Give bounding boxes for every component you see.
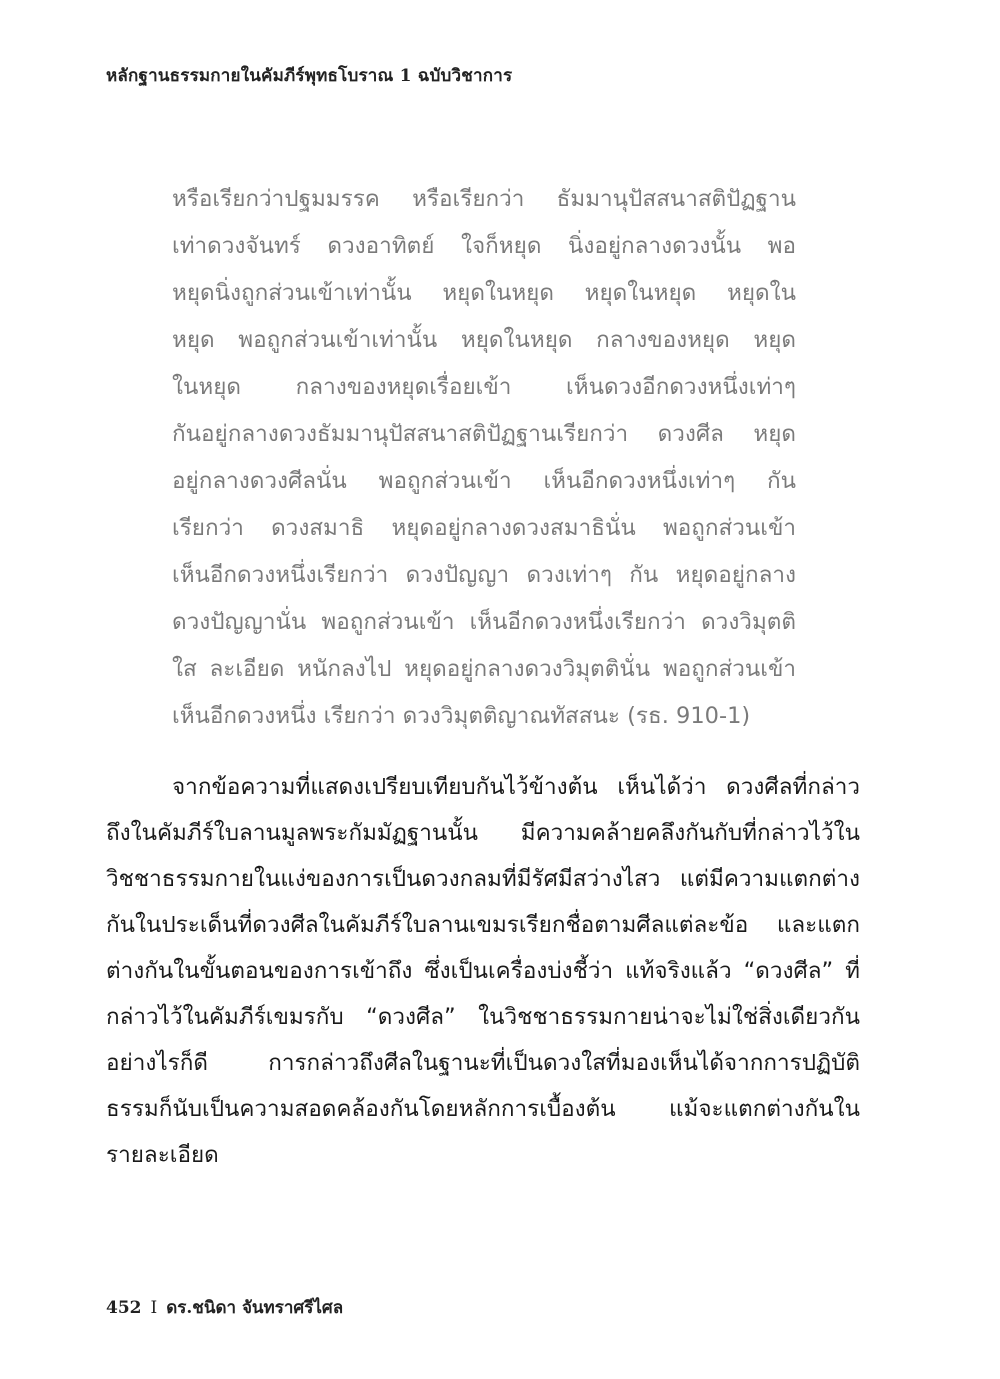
paragraph-line: อย่างไรก็ดี การกล่าวถึงศีลในฐานะที่เป็นดวงใสที่มองเห็นได้จากการปฏิบัติ bbox=[106, 1050, 860, 1076]
footer-separator: I bbox=[150, 1298, 158, 1318]
quote-line: ดวงปัญญานั่น พอถูกส่วนเข้า เห็นอีกดวงหนึ่งเรียกว่า ดวงวิมุตติ bbox=[172, 609, 796, 635]
running-header: หลักฐานธรรมกายในคัมภีร์พุทธโบราณ 1 ฉบับวิชาการ bbox=[106, 66, 513, 86]
quote-line: ใส ละเอียด หนักลงไป หยุดอยู่กลางดวงวิมุตตินั่น พอถูกส่วนเข้า bbox=[172, 656, 796, 682]
quote-line: อยู่กลางดวงศีลนั่น พอถูกส่วนเข้า เห็นอีกดวงหนึ่งเท่าๆ กัน bbox=[172, 468, 796, 494]
paragraph-line: วิชชาธรรมกายในแง่ของการเป็นดวงกลมที่มีรัศมีสว่างไสว แต่มีความแตกต่าง bbox=[106, 866, 860, 892]
quote-line: เห็นอีกดวงหนึ่งเรียกว่า ดวงปัญญา ดวงเท่าๆ กัน หยุดอยู่กลาง bbox=[172, 562, 796, 588]
quote-line: ในหยุด กลางของหยุดเรื่อยเข้า เห็นดวงอีกดวงหนึ่งเท่าๆ bbox=[172, 374, 796, 400]
paragraph-line: ถึงในคัมภีร์ใบลานมูลพระกัมมัฏฐานนั้น มีความคล้ายคลึงกันกับที่กล่าวไว้ใน bbox=[106, 820, 860, 846]
quote-line: เรียกว่า ดวงสมาธิ หยุดอยู่กลางดวงสมาธินั่น พอถูกส่วนเข้า bbox=[172, 515, 796, 541]
quote-line: เท่าดวงจันทร์ ดวงอาทิตย์ ใจก็หยุด นิ่งอยู่กลางดวงนั้น พอ bbox=[172, 233, 796, 259]
paragraph-line: กล่าวไว้ในคัมภีร์เขมรกับ “ดวงศีล” ในวิชชาธรรมกายน่าจะไม่ใช่สิ่งเดียวกัน bbox=[106, 1004, 860, 1030]
paragraph-line: กันในประเด็นที่ดวงศีลในคัมภีร์ใบลานเขมรเรียกชื่อตามศีลแต่ละข้อ และแตก bbox=[106, 912, 860, 938]
page-footer bbox=[106, 1294, 343, 1321]
paragraph-line: ธรรมก็นับเป็นความสอดคล้องกันโดยหลักการเบื้องต้น แม้จะแตกต่างกันใน bbox=[106, 1096, 860, 1122]
author-name: ดร.ชนิดา จันทราศรีไศล bbox=[166, 1298, 344, 1318]
quote-line: หยุด พอถูกส่วนเข้าเท่านั้น หยุดในหยุด กลางของหยุด หยุด bbox=[172, 327, 796, 353]
body-paragraph bbox=[106, 764, 860, 1178]
paragraph-line: ต่างกันในขั้นตอนของการเข้าถึง ซึ่งเป็นเครื่องบ่งชี้ว่า แท้จริงแล้ว “ดวงศีล” ที่ bbox=[106, 958, 860, 984]
paragraph-line: รายละเอียด bbox=[106, 1142, 219, 1168]
paragraph-line: จากข้อความที่แสดงเปรียบเทียบกันไว้ข้างต้น เห็นได้ว่า ดวงศีลที่กล่าว bbox=[172, 774, 860, 800]
quote-line: หรือเรียกว่าปฐมมรรค หรือเรียกว่า ธัมมานุปัสสนาสติปัฏฐาน bbox=[172, 186, 796, 212]
quotation-block bbox=[172, 176, 796, 740]
quote-line-citation: เห็นอีกดวงหนึ่ง เรียกว่า ดวงวิมุตติญาณทัสสนะ (รธ. 910-1) bbox=[172, 703, 751, 729]
quote-line: หยุดนิ่งถูกส่วนเข้าเท่านั้น หยุดในหยุด หยุดในหยุด หยุดใน bbox=[172, 280, 796, 306]
page-number: 452 bbox=[106, 1298, 142, 1318]
quote-line: กันอยู่กลางดวงธัมมานุปัสสนาสติปัฏฐานเรียกว่า ดวงศีล หยุด bbox=[172, 421, 796, 447]
